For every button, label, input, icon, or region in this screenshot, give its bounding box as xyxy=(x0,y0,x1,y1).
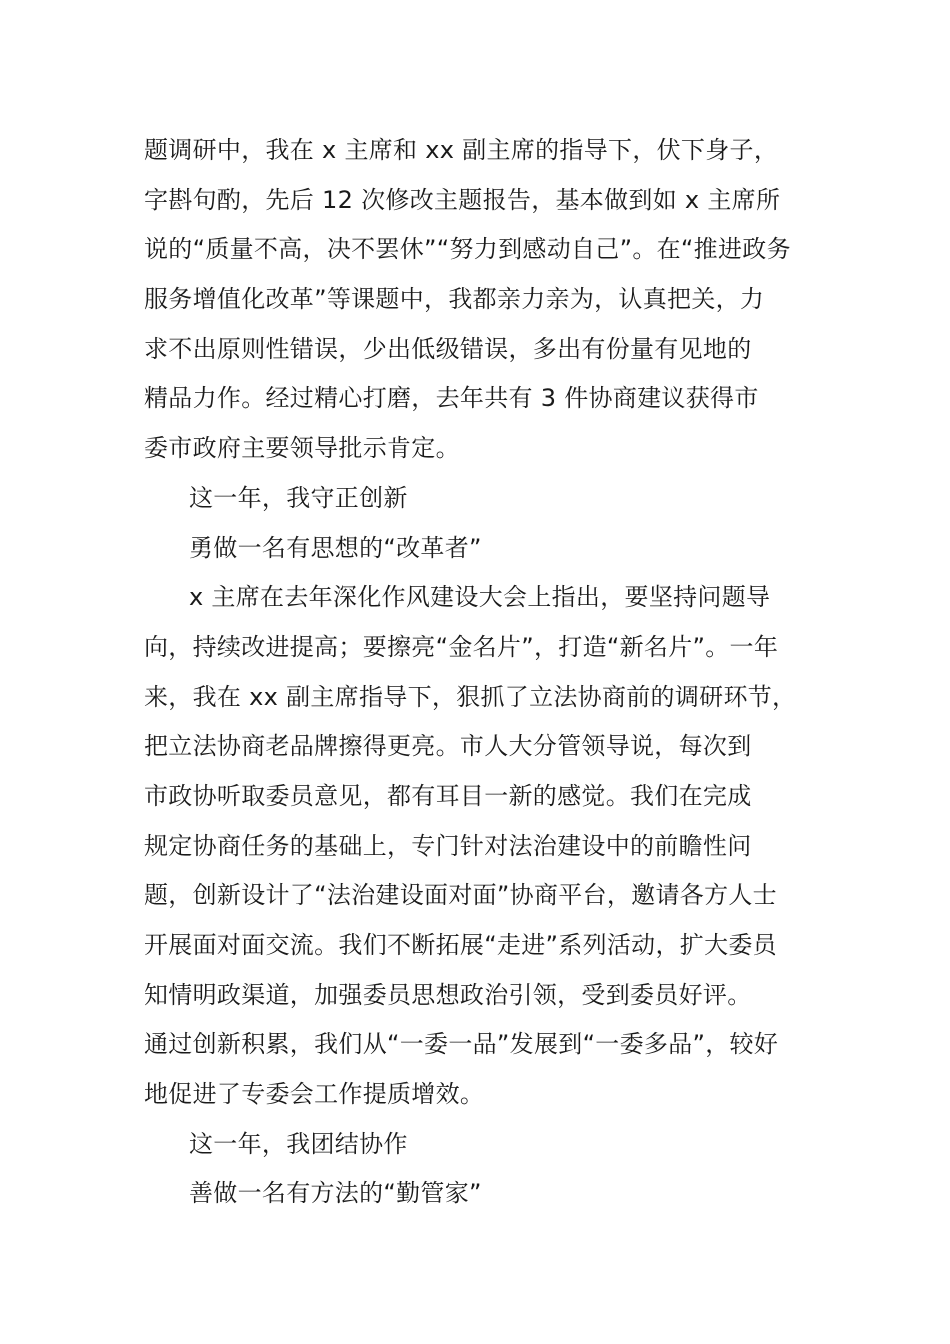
document-body xyxy=(144,126,834,1219)
text-line: 字斟句酌，先后 12 次修改主题报告，基本做到如 x 主席所 xyxy=(144,185,781,214)
text-line: 这一年，我守正创新 xyxy=(189,483,408,512)
text-line: 来，我在 xx 副主席指导下，狠抓了立法协商前的调研环节， xyxy=(144,682,797,711)
text-line: 委市政府主要领导批示肯定。 xyxy=(144,434,460,463)
text-line: 精品力作。经过精心打磨，去年共有 3 件协商建议获得市 xyxy=(144,384,759,413)
text-line: 市政协听取委员意见，都有耳目一新的感觉。我们在完成 xyxy=(144,781,752,810)
text-line: 题调研中，我在 x 主席和 xx 副主席的指导下，伏下身子， xyxy=(144,136,779,164)
text-line: 求不出原则性错误，少出低级错误，多出有份量有见地的 xyxy=(144,334,752,363)
text-line: 知情明政渠道，加强委员思想政治引领，受到委员好评。 xyxy=(144,980,752,1009)
text-line: 勇做一名有思想的“改革者” xyxy=(189,533,482,562)
text-line: 把立法协商老品牌擦得更亮。市人大分管领导说，每次到 xyxy=(144,732,752,761)
text-line: 向，持续改进提高；要擦亮“金名片”，打造“新名片”。一年 xyxy=(144,632,779,661)
text-line: 开展面对面交流。我们不断拓展“走进”系列活动，扩大委员 xyxy=(144,931,777,959)
text-line: 题，创新设计了“法治建设面对面”协商平台，邀请各方人士 xyxy=(144,881,777,910)
text-line: x 主席在去年深化作风建设大会上指出，要坚持问题导 xyxy=(189,583,771,612)
text-line: 善做一名有方法的“勤管家” xyxy=(189,1179,482,1208)
text-line: 服务增值化改革”等课题中，我都亲力亲为，认真把关，力 xyxy=(144,285,765,314)
text-line: 规定协商任务的基础上，专门针对法治建设中的前瞻性问 xyxy=(144,831,752,860)
text-line: 地促进了专委会工作提质增效。 xyxy=(144,1080,485,1109)
text-line: 这一年，我团结协作 xyxy=(189,1129,408,1158)
text-line: 说的“质量不高，决不罢休”“努力到感动自己”。在“推进政务 xyxy=(144,235,791,264)
text-line: 通过创新积累，我们从“一委一品”发展到“一委多品”，较好 xyxy=(144,1030,779,1059)
